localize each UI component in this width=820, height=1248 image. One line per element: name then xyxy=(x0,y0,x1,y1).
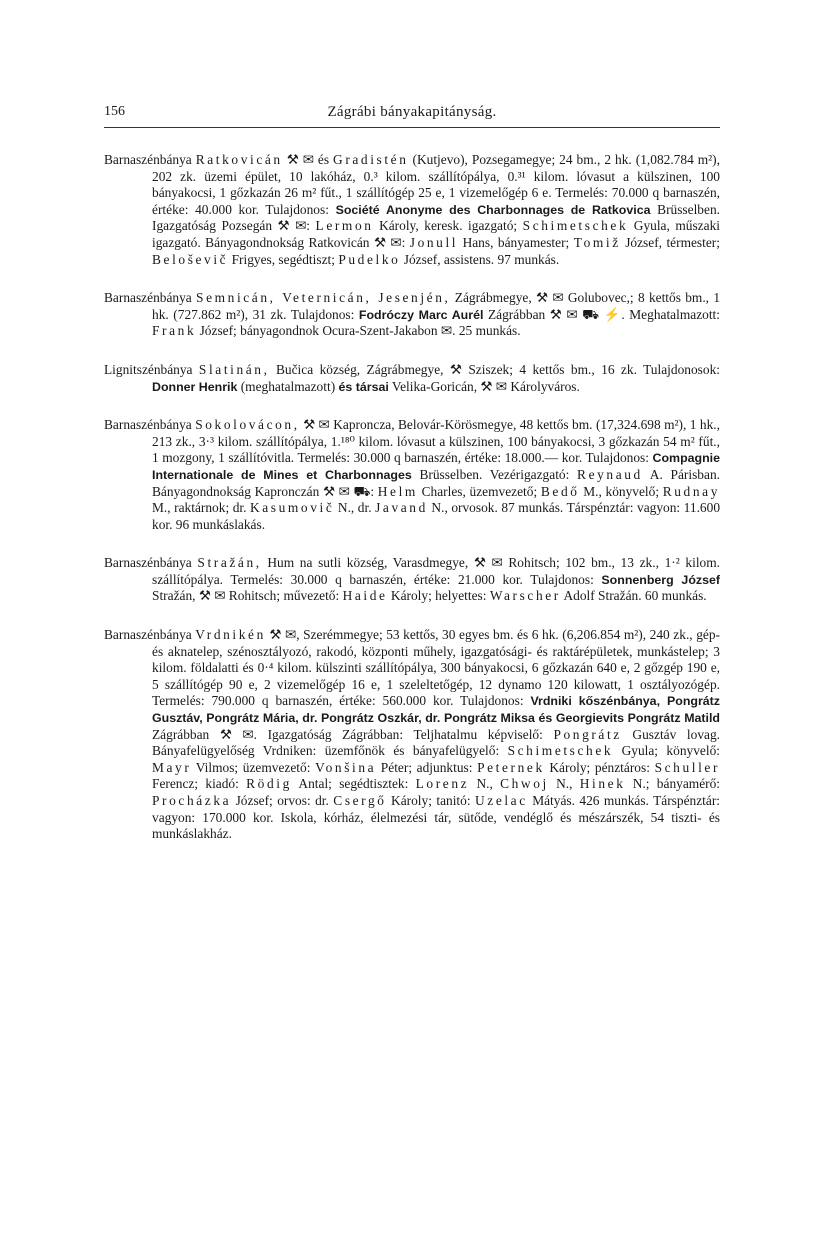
entry-text: Zágrábmegye, ⚒ ✉ Golubovec,; 8 kettős bm., 1 hk. (727.862 m²), 31 zk. Tulajdonos: xyxy=(152,290,721,322)
spaced-name: Reynaud xyxy=(577,466,643,482)
entry-text: Adolf Stražán. 60 munkás. xyxy=(560,588,707,604)
spaced-name: Haide xyxy=(342,588,388,604)
spaced-name: Slatinán, xyxy=(198,361,270,377)
entry-text: N., xyxy=(469,776,501,792)
entry-text: Hum na sutli község, Varasdmegye, ⚒ ✉ Rohitsch; 102 bm., 13 zk., 1·² kilom. szállítópálya. Termelés: 30.000 q barnaszén, értéke: 21.000 kor. Tulajdonos: xyxy=(152,555,720,587)
entry-text: Barnaszénbánya xyxy=(104,152,196,167)
spaced-name: Ratkovicán xyxy=(195,152,283,167)
entry-text: Vilmos; üzemvezető: xyxy=(191,759,316,775)
entry-text: (Kutjevo), Pozsegamegye; 24 bm., 2 hk. (1,082.784 m²), 202 zk. üzemi épület, 10 lakóház, 0.³ kilom. szállítópálya, 0.³¹ kilom. lóvasut a külszinen, 100 bányakocsi, 1 gőzkazán 26 m² fűt., 1 szállítógép 25 e, 1 vizemelőgép 6 e. Termelés: 70.000 q barnaszén, értéke: 40.000 kor. Tulajdonos: xyxy=(152,152,720,217)
entry-text: Károly; helyettes: xyxy=(387,588,490,604)
entry-text: Gusztáv lovag. Bányafelügyelőség Vrdniken: üzemfőnök és bányafelügyelő: xyxy=(152,726,721,759)
entry-text: József; orvos: dr. xyxy=(231,793,334,808)
spaced-name: Helm xyxy=(377,483,418,499)
document-page xyxy=(104,0,720,1248)
header-rule xyxy=(104,127,720,128)
spaced-name: Tomiž xyxy=(573,234,621,250)
entry-text: Barnaszénbánya xyxy=(104,417,196,433)
mine-entry xyxy=(104,417,720,533)
spaced-name: Mayr xyxy=(152,759,192,775)
spaced-name: Lermon xyxy=(315,218,374,234)
entry-text: Velika-Goricán, ⚒ ✉ Károlyváros. xyxy=(388,378,580,394)
entry-text: Brüsselben. Vezérigazgató: xyxy=(411,466,578,482)
spaced-name: Sokolovácon, xyxy=(195,417,300,433)
entry-text: M., könyvelő; xyxy=(579,483,663,499)
entry-text: N., xyxy=(548,776,580,792)
entry-text: Charles, üzemvezető; xyxy=(417,483,541,499)
owner-name: Vrdniki kőszénbánya, Pongrátz Gusztáv, Pongrátz Mária, dr. Pongrátz Oszkár, dr. Pongrátz Miksa és Georgievits Pongrátz Matild xyxy=(152,694,720,726)
entry-text: (meghatalmazott) xyxy=(237,378,339,394)
page-header xyxy=(104,104,720,126)
entry-text: József, térmester; xyxy=(620,234,720,250)
spaced-name: Lorenz xyxy=(415,776,470,792)
entry-text: ⚒ ✉ Kaproncza, Belovár-Körösmegye, 48 kettős bm. (17,324.698 m²), 1 hk., 213 zk., 3·³ kilom. szállítópálya, 1.¹⁸⁰ kilom. lóvasut a külszinen, 100 bányakocsi, 3 gőzkazán 54 m² fűt., 1 mozgony, 1 szállítóvitla. Termelés: 30.000 q barnaszén, értéke: 18.000.— kor. Tulajdonos: xyxy=(152,417,720,466)
entry-text: A. Párisban. Bányagondnokság Kapronczán ⚒ ✉ ⛟: xyxy=(152,466,720,499)
owner-name: Société Anonyme des Charbonnages de Ratkovica xyxy=(335,202,651,217)
spaced-name: Pongrátz xyxy=(553,726,622,742)
entry-text: József; bányagondnok Ocura-Szent-Jakabon ✉. 25 munkás. xyxy=(196,323,521,339)
spaced-name: Stražán, xyxy=(197,555,262,571)
spaced-name: Schuller xyxy=(654,759,721,775)
spaced-name: Semnicán, Veternicán, Jesenjén, xyxy=(196,290,451,306)
entry-text: Zágrábban ⚒ ✉ ⛟ ⚡. Meghatalmazott: xyxy=(483,306,720,322)
spaced-name: Uzelac xyxy=(475,793,528,808)
spaced-name: Pudelko xyxy=(338,251,401,267)
spaced-name: Chwoj xyxy=(500,776,549,792)
mine-entry xyxy=(104,555,720,605)
entry-text: N., dr. xyxy=(334,500,376,516)
spaced-name: Csergő xyxy=(333,793,387,808)
entry-text: Barnaszénbánya xyxy=(104,290,197,306)
spaced-name: Rödig xyxy=(246,776,292,792)
entry-text: József, assistens. 97 munkás. xyxy=(400,251,560,267)
entry-text: ⚒ ✉ és xyxy=(282,152,334,167)
spaced-name: Schimetschek xyxy=(507,743,614,759)
entry-text: N., orvosok. 87 munkás. Társpénztár: vagyon: 11.600 kor. 96 munkáslakás. xyxy=(152,500,721,532)
spaced-name: Procházka xyxy=(152,793,232,808)
spaced-name: Frank xyxy=(152,323,197,339)
entry-text: Gyula; könyvelő: xyxy=(613,743,720,759)
entry-text: Péter; adjunktus: xyxy=(376,759,478,775)
spaced-name: Javand xyxy=(375,500,428,516)
owner-name: Sonnenberg József xyxy=(601,572,720,587)
spaced-name: Hinek xyxy=(579,776,626,792)
owner-name: Donner Henrik xyxy=(152,379,238,394)
spaced-name: Bedő xyxy=(540,483,580,499)
owner-name: és társai xyxy=(338,379,389,394)
entry-text: Barnaszénbánya xyxy=(104,627,196,643)
entry-text: N.; bányamérő: xyxy=(625,776,721,792)
entry-text: Antal; segédtisztek: xyxy=(291,776,416,792)
entry-text: Brüsselben. Igazgatóság Pozsegán ⚒ ✉: xyxy=(152,201,720,234)
spaced-name: Vrdnikén xyxy=(195,627,266,643)
entry-text: Bučica község, Zágrábmegye, ⚒ Sziszek; 4 kettős bm., 16 zk. Tulajdonosok: xyxy=(269,361,720,377)
mine-entry xyxy=(104,152,720,268)
spaced-name: Gradistén xyxy=(333,152,409,167)
spaced-name: Jonull xyxy=(409,234,459,250)
entry-text: Gyula, műszaki igazgató. Bányagondnokság Ratkovicán ⚒ ✉: xyxy=(152,218,720,250)
owner-name: Compagnie Internationale de Mines et Charbonnages xyxy=(152,451,720,482)
entry-text: Lignitszénbánya xyxy=(104,361,199,377)
entry-text: Hans, bányamester; xyxy=(458,234,574,250)
entry-text: Frigyes, segédtiszt; xyxy=(228,251,339,267)
mine-entry xyxy=(104,362,720,395)
page-number: 156 xyxy=(104,104,125,119)
spaced-name: Peternek xyxy=(477,759,545,775)
entry-text: Ferencz; kiadó: xyxy=(152,776,247,792)
entry-text: Károly; pénztáros: xyxy=(544,759,655,775)
spaced-name: Beloševič xyxy=(152,251,229,267)
mine-entry xyxy=(104,627,720,843)
spaced-name: Schimetschek xyxy=(522,218,629,234)
spaced-name: Warscher xyxy=(489,588,561,604)
entries-list xyxy=(104,152,720,865)
entry-text: Stražán, ⚒ ✉ Rohitsch; művezető: xyxy=(152,588,343,604)
entry-text: Zágrábban ⚒ ✉. Igazgatóság Zágrábban: Teljhatalmu képviselő: xyxy=(152,726,554,742)
entry-text: Barnaszénbánya xyxy=(104,555,198,571)
page-title: Zágrábi bányakapitányság. xyxy=(327,104,497,120)
spaced-name: Kasumovič xyxy=(249,500,335,516)
entry-text: M., raktárnok; dr. xyxy=(152,500,250,516)
entry-text: Károly; tanitó: xyxy=(386,793,475,808)
spaced-name: Rudnay xyxy=(662,483,720,499)
spaced-name: Vonšina xyxy=(315,759,377,775)
mine-entry xyxy=(104,290,720,340)
owner-name: Fodróczy Marc Aurél xyxy=(358,307,484,322)
entry-text: Károly, keresk. igazgató; xyxy=(373,218,523,234)
entry-text: ⚒ ✉, Szerémmegye; 53 kettős, 30 egyes bm. és 6 hk. (6,206.854 m²), 240 zk., gép- és aknatelep, szénosztályozó, rakodó, központi műhely, igazgatósági- és raktárépületek, munkástelep; 3 kilom. földalatti és 0·⁴ kilom. külszinti szállítópálya, 300 bányakocsi, 6 gőzkazán 640 e, 2 gőzgép 190 e, 5 szállítógép 90 e, 2 vizemelőgép 16 e, 1 szeleltetőgép, 12 dynamo 120 kilowatt, 1 osztályozógép. Termelés: 790.000 q barnaszén, értéke: 560.000 kor. Tulajdonos: xyxy=(152,627,720,709)
entry-text: Mátyás. 426 munkás. Társpénztár: vagyon: 170.000 kor. Iskola, kórház, élelmezési tár, sütőde, vendéglő és mészárszék, 54 tiszti- és munkáslakház. xyxy=(152,793,720,842)
